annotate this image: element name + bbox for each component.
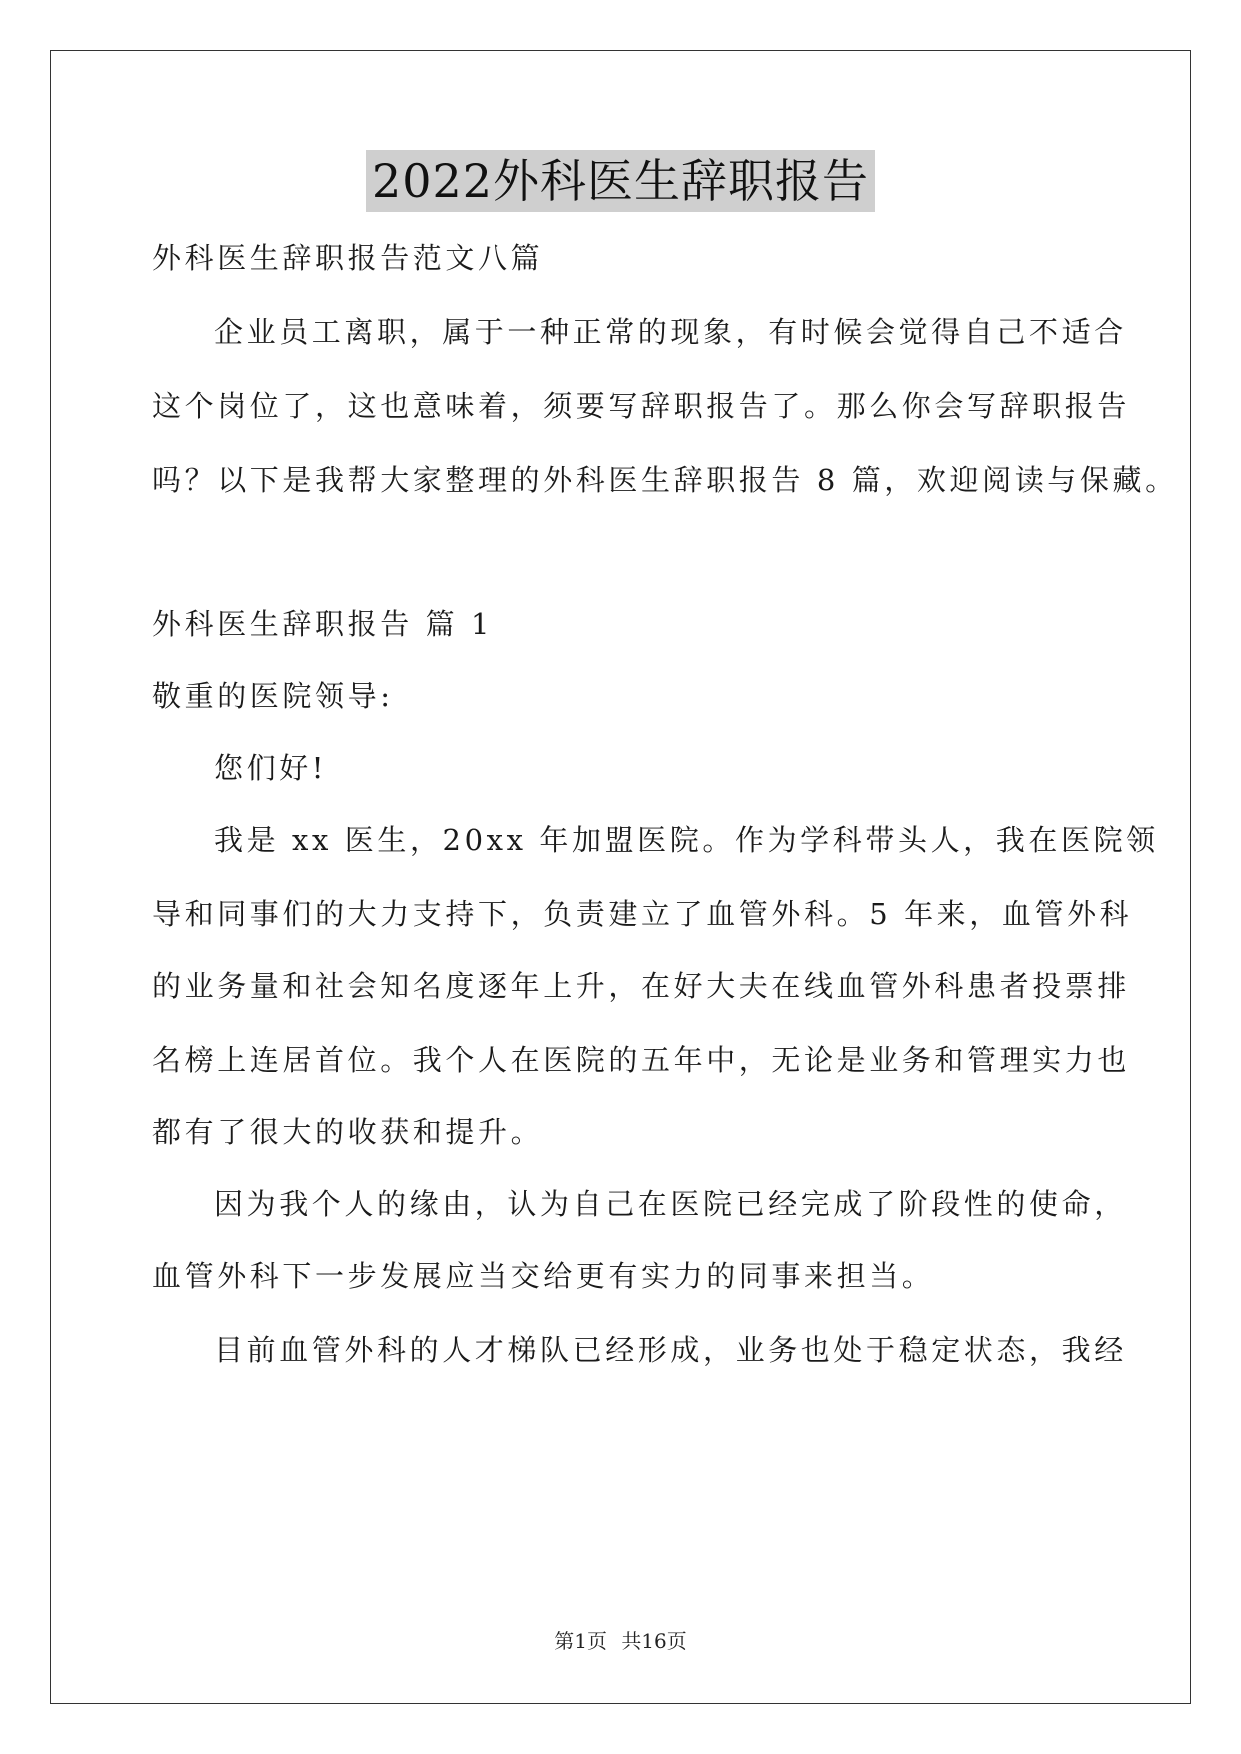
subtitle-line: 外科医生辞职报告范文八篇 (152, 241, 544, 275)
body-line: 目前血管外科的人才梯队已经形成，业务也处于稳定状态，我经 (214, 1333, 1127, 1367)
body-line: 企业员工离职，属于一种正常的现象，有时候会觉得自己不适合 (214, 315, 1127, 349)
body-line: 我是 xx 医生，20xx 年加盟医院。作为学科带头人，我在医院领 (214, 823, 1159, 857)
page-number: 第1页 (554, 1629, 607, 1653)
page-footer (0, 1628, 1241, 1654)
body-line: 名榜上连居首位。我个人在医院的五年中，无论是业务和管理实力也 (152, 1043, 1131, 1077)
page-border (50, 50, 1191, 1704)
body-line: 因为我个人的缘由，认为自己在医院已经完成了阶段性的使命， (214, 1187, 1127, 1221)
body-line: 导和同事们的大力支持下，负责建立了血管外科。5 年来，血管外科 (152, 897, 1133, 931)
page-total: 共16页 (621, 1629, 687, 1653)
document-title: 2022外科医生辞职报告 (366, 150, 875, 212)
greeting-line: 您们好! (214, 751, 328, 785)
body-line: 这个岗位了，这也意味着，须要写辞职报告了。那么你会写辞职报告 (152, 389, 1131, 423)
section-heading: 外科医生辞职报告 篇 1 (152, 607, 494, 641)
salutation-line: 敬重的医院领导: (152, 679, 394, 713)
body-line: 血管外科下一步发展应当交给更有实力的同事来担当。 (152, 1259, 935, 1293)
body-line: 的业务量和社会知名度逐年上升，在好大夫在线血管外科患者投票排 (152, 969, 1131, 1003)
title-container (0, 150, 1241, 212)
body-line: 吗？以下是我帮大家整理的外科医生辞职报告 8 篇，欢迎阅读与保藏。 (152, 463, 1178, 497)
body-line: 都有了很大的收获和提升。 (152, 1115, 544, 1149)
